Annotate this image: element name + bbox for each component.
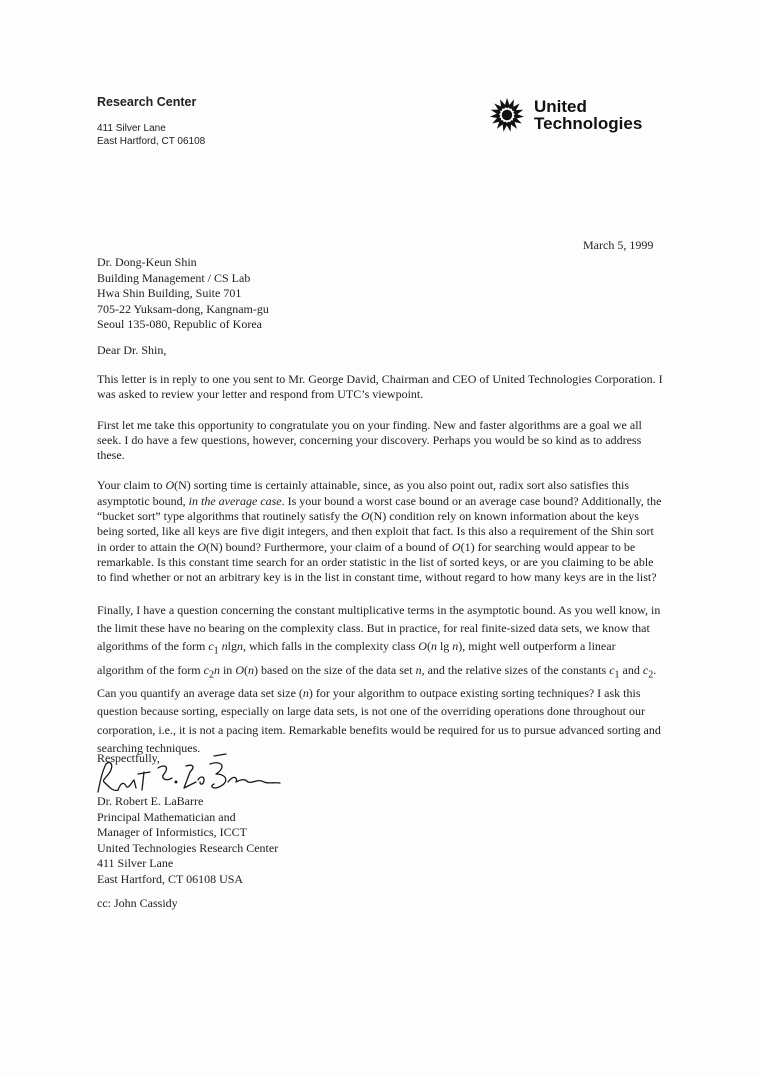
company-logo <box>488 96 642 134</box>
cc-line: cc: John Cassidy <box>97 896 178 910</box>
recipient-address <box>97 255 269 333</box>
math-symbol: O <box>360 509 370 524</box>
text-run: (N) bound? Furthermore, your claim of a bound of <box>205 539 452 554</box>
math-symbol: O <box>165 478 175 493</box>
signature-line: East Hartford, CT 06108 USA <box>97 871 244 886</box>
math-symbol: O <box>451 539 461 554</box>
paragraph-1: This letter is in reply to one you sent to Mr. George David, Chairman and CEO of United Technologies Corporation. I was asked to review your letter and respond from UTC’s viewpoint. <box>97 372 663 402</box>
text-run: , which falls in the complexity class <box>242 638 419 653</box>
salutation: Dear Dr. Shin, <box>97 343 167 357</box>
math-symbol: n <box>247 662 254 677</box>
letterhead-address <box>97 122 205 148</box>
logo-wordmark <box>534 98 642 132</box>
signature-line: Manager of Informistics, ICCT <box>97 825 247 840</box>
text-run: ) for your algorithm to outpace existing sorting techniques? I ask this question because sorting, especially on large data sets, is not one of the overriding operations done throughout our corporation, i.e., it is not a pacing item. Remarkable benefits would be required for us to pursue advanced sorting and searching techniques. <box>97 686 661 755</box>
recipient-line: 705-22 Yuksam-dong, Kangnam-gu <box>97 301 269 316</box>
emphasis-text: in the average case <box>188 493 282 508</box>
text-run: ), might well outperform a linear algorithm of the form <box>97 638 616 677</box>
text-run: ) based on the size of the data set <box>253 662 416 677</box>
letterhead-address-line: East Hartford, CT 06108 <box>97 136 206 147</box>
math-symbol: n <box>430 638 437 653</box>
paragraph-4 <box>97 601 663 757</box>
math-symbol: O <box>235 662 244 677</box>
recipient-line: Building Management / CS Lab <box>97 270 251 285</box>
math-symbol: n <box>302 686 309 701</box>
text-run: Finally, I have a question concerning the constant multiplicative terms in the asymptotic bound. As you well know, in the limit these have no bearing on the complexity class. But in practice, for real finite-sized data sets, we know that algorithms of the form <box>97 602 661 653</box>
math-symbol: O <box>418 638 427 653</box>
text-run: , and the relative sizes of the constants <box>421 662 610 677</box>
signature-line: United Technologies Research Center <box>97 840 279 855</box>
letterhead-sender <box>97 95 205 148</box>
text-run: Your claim to <box>97 478 166 493</box>
paragraph-2: First let me take this opportunity to congratulate you on your finding. New and faster algorithms are a goal we all seek. I do have a few questions, however, concerning your discovery. Perhaps you would be so kind as to address these. <box>97 417 642 463</box>
signature-line: Dr. Robert E. LaBarre <box>97 794 204 808</box>
paragraph-3 <box>97 478 663 585</box>
recipient-line: Dr. Dong-Keun Shin <box>97 255 197 269</box>
logo-word: Technologies <box>534 114 643 133</box>
text-run: and <box>619 662 643 677</box>
math-symbol: c <box>642 662 649 677</box>
logo-word: United <box>534 97 587 116</box>
pinwheel-logo-icon <box>488 96 526 134</box>
text-run: (N) sorting time is certainly attainable, since, as you also point out, radix sort also satisfies this asymptotic bound, <box>97 478 630 508</box>
subscript: 2 <box>648 668 654 680</box>
recipient-line: Seoul 135-080, Republic of Korea <box>97 317 262 332</box>
signature-line: Principal Mathematician and <box>97 809 236 824</box>
text-run: ( <box>426 638 431 653</box>
recipient-line: Hwa Shin Building, Suite 701 <box>97 286 242 301</box>
letterhead-address-line: 411 Silver Lane <box>97 123 166 134</box>
text-run: (1) for searching would appear to be remarkable. Is this constant time search for an order statistic in the list of sorted keys, or are you claiming to be able to find whether or not an arbitrary key is in the list in constant time, without regard to how many keys are in the list? <box>97 539 657 585</box>
text-run: lg <box>227 638 237 653</box>
letter-body <box>97 372 663 772</box>
text-run: lg <box>436 638 453 653</box>
text-run: . Can you quantify an average data set size ( <box>97 662 657 701</box>
math-symbol: n <box>415 662 422 677</box>
math-symbol: n <box>452 638 459 653</box>
subscript: 2 <box>208 668 214 680</box>
signature-line: 411 Silver Lane <box>97 856 174 871</box>
math-symbol: c <box>208 638 214 653</box>
text-run: . Is your bound a worst case bound or an average case bound? Additionally, the “bucket sort” type algorithms that routinely satisfy the <box>97 493 662 524</box>
letterhead-org: Research Center <box>97 95 197 109</box>
subscript: 1 <box>213 645 219 657</box>
signature-block <box>97 794 278 888</box>
text-run: ( <box>243 662 248 677</box>
subscript: 1 <box>614 668 620 680</box>
letter-date: March 5, 1999 <box>583 238 654 252</box>
closing: Respectfully, <box>97 751 160 765</box>
math-symbol: n <box>218 638 228 653</box>
text-run: (N) condition rely on known information about the keys being sorted, like all keys are five digit integers, and then exploit that fact. Is this also a requirement of the Shin sort in order to attain the <box>97 509 654 554</box>
math-symbol: O <box>197 539 206 554</box>
math-symbol: c <box>203 662 209 677</box>
handwritten-signature <box>88 752 288 800</box>
math-symbol: n <box>213 662 220 677</box>
text-run: in <box>219 662 236 677</box>
math-symbol: c <box>609 662 615 677</box>
math-symbol: n <box>236 638 243 653</box>
